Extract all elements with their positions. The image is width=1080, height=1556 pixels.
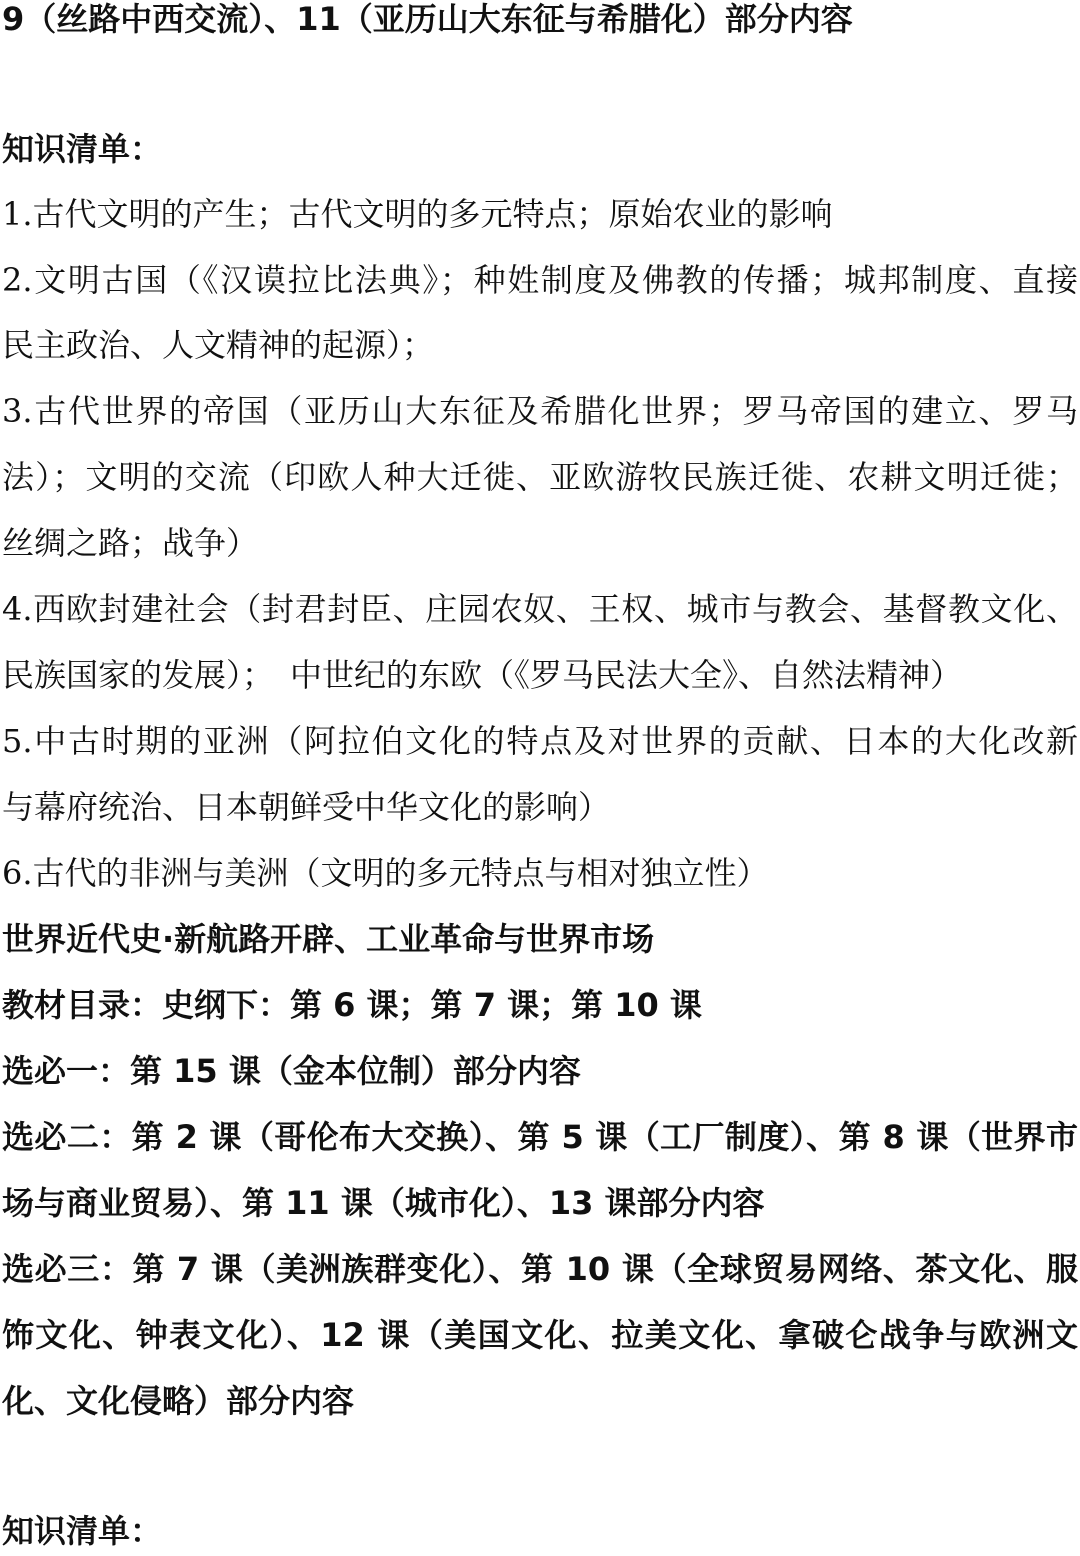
section-title-modern-history: 世界近代史·新航路开辟、工业革命与世界市场 [2,920,655,958]
knowledge-item-3-line-1: 3.古代世界的帝国（亚历山大东征及希腊化世界；罗马帝国的建立、罗马 [2,392,1078,430]
knowledge-item-4-line-1: 4.西欧封建社会（封君封臣、庄园农奴、王权、城市与教会、基督教文化、 [2,590,1078,628]
elective-one: 选必一：第 15 课（金本位制）部分内容 [2,1052,581,1090]
knowledge-item-4-line-2: 民族国家的发展）； 中世纪的东欧（《罗马民法大全》、自然法精神） [2,656,963,694]
knowledge-item-2-line-2: 民主政治、人文精神的起源）； [2,326,435,364]
elective-two-line-1: 选必二：第 2 课（哥伦布大交换）、第 5 课（工厂制度）、第 8 课（世界市 [2,1118,1078,1156]
knowledge-item-5-line-2: 与幕府统治、日本朝鲜受中华文化的影响） [2,788,611,826]
section-heading-knowledge-list: 知识清单： [2,130,163,168]
textbook-catalog: 教材目录：史纲下：第 6 课；第 7 课；第 10 课 [2,986,702,1024]
elective-two-line-2: 场与商业贸易）、第 11 课（城市化）、13 课部分内容 [2,1184,765,1222]
knowledge-item-1: 1.古代文明的产生；古代文明的多元特点；原始农业的影响 [2,195,833,233]
knowledge-item-3-line-2: 法）；文明的交流（印欧人种大迁徙、亚欧游牧民族迁徙、农耕文明迁徙； [2,458,1078,496]
elective-three-line-3: 化、文化侵略）部分内容 [2,1382,355,1420]
elective-three-line-1: 选必三：第 7 课（美洲族群变化）、第 10 课（全球贸易网络、茶文化、服 [2,1250,1078,1288]
elective-three-line-2: 饰文化、钟表文化）、12 课（美国文化、拉美文化、拿破仑战争与欧洲文 [2,1316,1078,1354]
knowledge-item-2-line-1: 2.文明古国（《汉谟拉比法典》；种姓制度及佛教的传播；城邦制度、直接 [2,261,1078,299]
continuation-line: 9（丝路中西交流）、11（亚历山大东征与希腊化）部分内容 [2,0,853,38]
knowledge-item-6: 6.古代的非洲与美洲（文明的多元特点与相对独立性） [2,854,769,892]
section-heading-knowledge-list-2: 知识清单： [2,1512,163,1550]
knowledge-item-5-line-1: 5.中古时期的亚洲（阿拉伯文化的特点及对世界的贡献、日本的大化改新 [2,722,1078,760]
knowledge-item-3-line-3: 丝绸之路；战争） [2,524,259,562]
